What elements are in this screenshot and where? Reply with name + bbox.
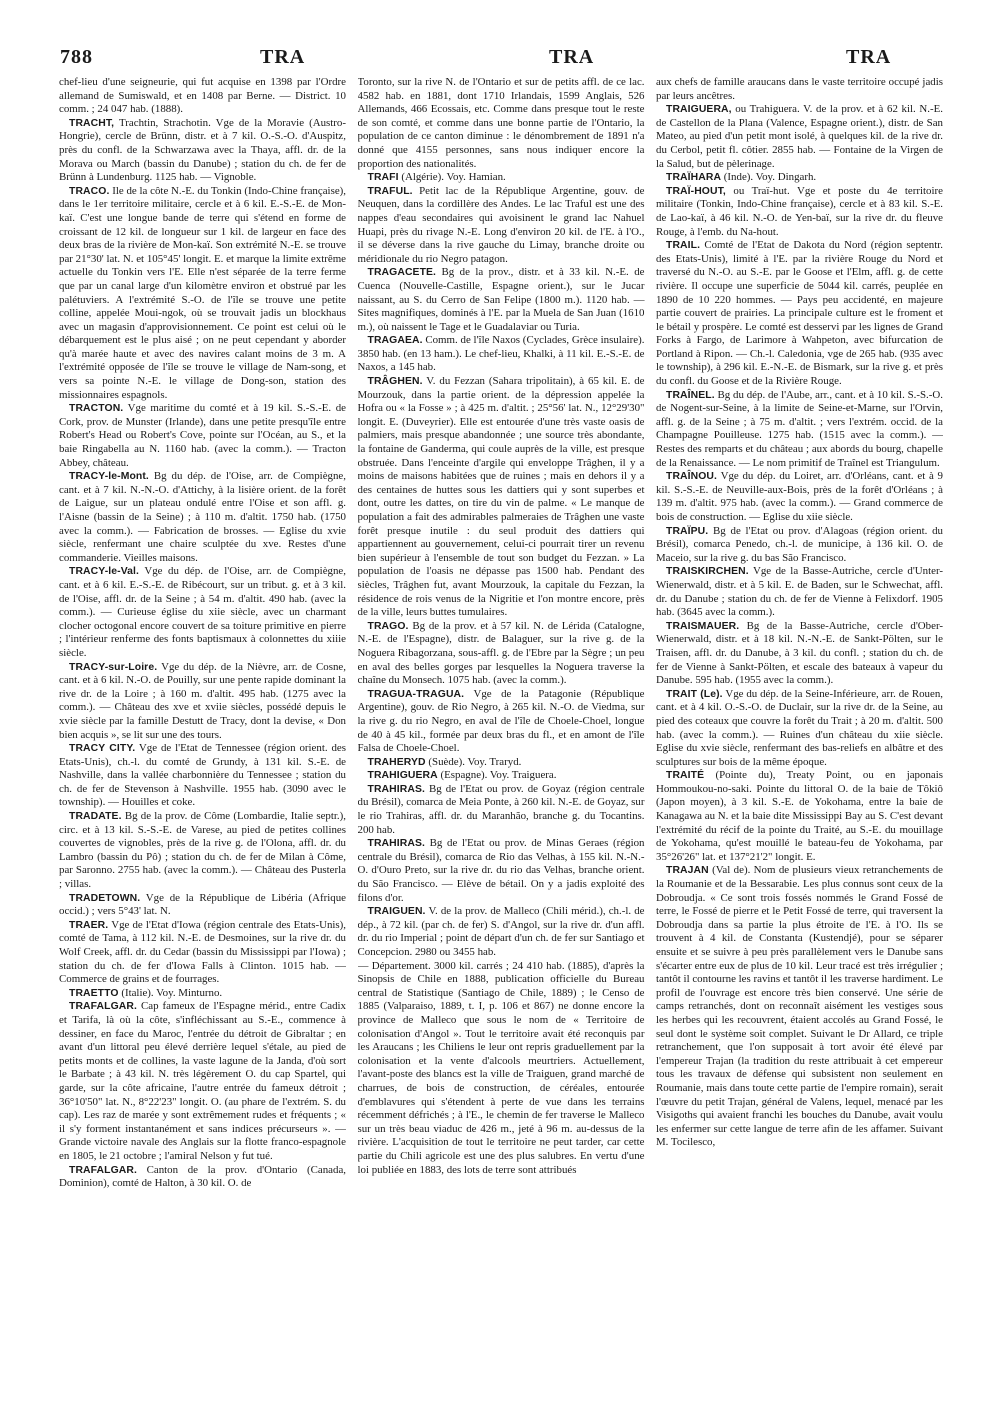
entry-text: (Espagne). Voy. Traiguera. [440, 769, 557, 782]
entry-headword: TRAGACETE. [367, 267, 437, 279]
dictionary-entry [59, 76, 346, 117]
entry-headword: TRAHIRAS. [367, 838, 425, 850]
dictionary-entry [656, 769, 943, 864]
dictionary-entry [358, 837, 645, 905]
dictionary-entry [656, 185, 943, 239]
entry-headword: TRADETOWN. [69, 892, 141, 904]
dictionary-entry [358, 76, 645, 171]
entry-headword: TRAIGUERA, [666, 104, 732, 116]
entry-text: Bg de la prov., distr. et à 33 kil. N.-E. de Cuenca (Nouvelle-Castille, Espagne orient.), sur le Jucar naissant, au S. du Cerro de San Felipe (1800 m.). 1120 hab. — Sites magnifiques, dominés à l'E. par la Muela de San Juan (1610 m.), où naissent le Tage et le Guadalaviar ou Turia. [357, 266, 645, 333]
entry-text: Bg de l'Etat ou prov. d'Alagoas (région orient. du Brésil), comarca Penedo, ch.-l. de municipe, à 136 kil. O. de Maceio, sur la rive g. du bas São Francisco. [656, 524, 943, 564]
entry-headword: TRAGAEA. [367, 335, 423, 347]
entry-text: Petit lac de la République Argentine, gouv. de Neuquen, dans la cordillère des Andes. Le lac Traful est une des nappes d'eau secondaires qui avoisinent le grand lac Nahuel Huapi, près du rivage N.-E. Long d'environ 20 kil. de l'E. à l'O., il se déverse dans la rive gauche du Limay, branche droite ou méridionale du rio Negro patagon. [357, 184, 645, 265]
entry-text: Vge de la Patagonie (République Argentine), gouv. de Rio Negro, à 265 kil. N.-O. de Viedma, sur la rive g. du rio Negro, en aval de l'île de Choele-Choel, longue de 40 à 45 kil., formée par deux bras du fl., et en amont de l'île Falsa de Choele-Choel. [357, 687, 645, 755]
page-number: 788 [60, 46, 93, 68]
entry-text: Ile de la côte N.-E. du Tonkin (Indo-Chine française), dans le 1er territoire militaire, cercle et à 6 kil. E.-S.-E. de Mon-kaï. C'est une longue bande de terre qui s'étend en forme de croissant de 12 kil. de longueur sur 1 kil. de largeur en face des deux bras de la rivière de Mon-kaï. Son extrémité N.-E. se trouve par 21°30' lat. N. et 105°45' longit. E. et marque la limite extrême actuelle du Tonkin vers l'E. Elle n'est séparée de la terre ferme que par un canal large d'un kilomètre environ et obstrué par les palétuviers. A l'extrémité S.-O. de l'île se trouve une petite colline, appelée Moui-ngok, où se trouvait jadis un blockhaus avec un magasin d'approvisionnement. Ce point est celui où le débarquement est le plus aisé ; on ne peut cependant y aborder qu'à marée haute et avec des navires calant moins de 3 m. A l'extrémité opposée de l'île se trouve le village de Nam-song, et vers sa pointe N.-E. le village de Dong-son, station des missionnaires espagnols. [59, 184, 346, 401]
entry-headword: TRAIL. [666, 240, 701, 252]
dictionary-entry [358, 620, 645, 688]
dictionary-entry [59, 742, 346, 810]
entry-headword: TRAJAN [666, 865, 709, 877]
dictionary-entry [656, 389, 943, 471]
entry-text: Bg de la prov. de Côme (Lombardie, Italie septr.), circ. et à 13 kil. S.-S.-E. de Varese, au pied de petites collines couvertes de vignobles, près de la rive g. de l'Olona, affl. dr. du Lambro (bassin du Pô) ; station du ch. de fer de Milan à Côme, par Saronno. 2755 hab. (avec la comm.). — Château des Pusterla ; villas. [59, 810, 346, 891]
entry-headword: TRAÎNEL. [666, 389, 715, 401]
dictionary-entry [358, 756, 645, 770]
entry-headword: TRAETTO [69, 987, 119, 999]
entry-text: Vge du dép. de la Seine-Inférieure, arr. de Rouen, cant. et à 4 kil. O.-S.-O. de Duclair, sur la rive dr. de la Seine, au pied des coteaux que couvre la forêt du Trait ; à 20 m. d'altit. 500 hab. (avec la comm.). — Ruines d'un château du xiie siècle. Eglise du xvie siècle, renfermant des bas-reliefs en albâtre et des sculptures sur bois de la même époque. [656, 687, 943, 768]
entry-text: Vge maritime du comté et à 19 kil. S.-S.-E. de Cork, prov. de Munster (Irlande), dans une petite presqu'île entre Robert's Head ou Robert's Cove, pointe sur l'Océan, au S., et la baie Ringabella au N. 1160 hab. (avec la comm.). — Tracton Abbey, château. [59, 402, 346, 469]
running-head-left: TRA [260, 46, 306, 68]
dictionary-entry [59, 470, 346, 565]
entry-headword: TRAISMAUER. [666, 620, 740, 632]
dictionary-entry [358, 375, 645, 620]
dictionary-entry [59, 919, 346, 987]
entry-text: ou Traï-hut. Vge et poste du 4e territoire militaire (Tonkin, Indo-Chine française), cercle et à 83 kil. S.-E. de Lao-kaï, à 46 kil. N.-O. de Yen-baï, sur la rive dr. du fleuve Rouge, à l'emb. du Na-hout. [656, 184, 943, 238]
dictionary-entry [358, 266, 645, 334]
entry-headword: TRAER. [69, 919, 109, 931]
text-columns [59, 76, 943, 1366]
dictionary-entry [656, 565, 943, 619]
entry-headword: TRAHIGUERA [367, 770, 438, 782]
column-left [59, 76, 346, 1366]
dictionary-entry [358, 171, 645, 185]
entry-text: (Val de). Nom de plusieurs vieux retranchements de la Roumanie et de la Bessarabie. Les plus connus sont ceux de la Dobroudja. « Ce sont trois fossés nommés le Grand Fossé de terre, le Fossé de pierre et le Petit Fossé de terre, qui traversent la Dobroudja dans sa partie la plus étroite de l'E. à l'O. Ils se trouvent à 4 kil. de Constanta (Kustendjé), pour se séparer ensuite et se suivre à peu près parallèlement vers le Danube sans s'écarter entre eux de plus de 10 kil. Leur tracé est très irrégulier ; tantôt il contourne les ravins et tantôt il les traverse hardiment. Le profil de l'ouvrage est encore très bien conservé. Une série de camps retranchés, dont on reconnaît aisément les vestiges sous les herbes qui les recouvrent, étaient accolés au Grand Fossé, le seul dont le système soit complet. Suivant le Dr Allard, ce triple retranchement, que l'on supposait à tort avoir été élevé par l'empereur Trajan (la tradition du reste attribuait à cet empereur tous les travaux de défense qui subsistent non seulement en Roumanie, mais dans toute cette partie de l'empire romain), serait l'œuvre du petit Trajan, général de Valens, lequel, menacé par les Visigoths qui avaient franchi les bouches du Danube, avait voulu les enfermer sur cette langue de terre afin de les affamer. Suivant M. Tocilesco, [656, 864, 943, 1149]
running-head-right: TRA [846, 46, 892, 68]
entry-text: Trachtin, Strachotin. Vge de la Moravie (Austro-Hongrie), cercle de Brünn, distr. et à 7 kil. O.-S.-O. d'Auspitz, près du confl. de la Schwarzawa avec la Thaya, affl. dr. de la Morava ou March (bassin du Danube) ; station du ch. de fer de Brünn à Lundenburg. 1125 hab. — Vignoble. [59, 116, 346, 184]
entry-headword: TRACTON. [69, 403, 124, 415]
entry-headword: TRAÎNOU. [666, 471, 718, 483]
entry-headword: TRAFI [367, 172, 399, 184]
dictionary-entry [656, 525, 943, 566]
entry-headword: TRACO. [69, 185, 110, 197]
entry-headword: TRACY-le-Mont. [69, 471, 149, 483]
dictionary-entry [656, 171, 943, 185]
dictionary-entry [59, 987, 346, 1001]
dictionary-entry [656, 688, 943, 770]
entry-headword: TRAHIRAS. [367, 783, 425, 795]
entry-headword: TRACY CITY. [69, 743, 136, 755]
entry-text: Comté de l'Etat de Dakota du Nord (région septentr. des Etats-Unis), limité à l'E. par la rivière Rouge du Nord et traversé du N.-O. au S.-E. par le Goose et l'Elm, affl. g. de cette rivière. Il occupe une superficie de 5044 kil. carrés, peuplée en 1890 de 10 220 hommes. — Pays peu accidenté, en majeure partie couvert de prairies. La principale culture est le froment et le bétail y prospère. Le comté est desservi par les lignes de Grand Forks à Fargo, de Larimore à Wahpeton, avec bifurcation de Portland à Ripon. — Ch.-l. Caledonia, vge de 265 hab. (935 avec le township), à 296 kil. E.-N.-E. de Bismark, sur la rive g. et près du confl. du Goose et de la Rivière Rouge. [656, 239, 943, 388]
entry-headword: TRAFALGAR. [69, 1164, 137, 1176]
dictionary-entry [358, 334, 645, 375]
entry-headword: TRAHERYD [367, 756, 426, 768]
entry-headword: TRAGUA-TRAGUA. [367, 688, 465, 700]
entry-text: ou Trahiguera. V. de la prov. et à 62 kil. N.-E. de Castellon de la Plana (Valence, Espagne orient.), distr. de San Mateo, au pied d'un petit mont isolé, à quelques kil. de la rive dr. du Cerbol, petit fl. côtier. 2855 hab. — Fontaine de la Virgen de la Salud, but de pèlerinage. [656, 103, 943, 170]
entry-text: Bg de l'Etat ou prov. de Minas Geraes (région centrale du Brésil), comarca de Rio das Velhas, à 155 kil. N.-N.-O. d'Ouro Preto, sur la rive dr. du rio das Velhas, branche orient. du São Francisco. — Elève de bétail. On y a jadis exploité des filons d'or. [357, 837, 645, 904]
entry-text: Bg de la Basse-Autriche, cercle d'Ober-Wienerwald, distr. et à 18 kil. N.-N.-E. de Sankt-Pölten, sur le Traisen, affl. dr. du Danube, à 3 kil. du confl. ; station du ch. de fer de Vienne à Sankt-Pölten, et escale des bateaux à vapeur du Danube. 595 hab. (1955 avec la comm.). [656, 619, 943, 687]
entry-headword: TRAÏPU. [666, 525, 709, 537]
entry-text: Bg de la prov. et à 57 kil. N. de Lérida (Catalogne, N.-E. de l'Espagne), distr. de Balaguer, sur la rive g. de la Noguera Ribagorzana, sous-affl. g. de l'Ebre par la Sègre ; un peu en aval des belles gorges par lesquelles la Noguera traverse la chaîne du Monsech. 1075 hab. (avec la comm.). [357, 619, 645, 687]
dictionary-entry [358, 688, 645, 756]
entry-headword: TRAIT (Le). [666, 688, 723, 700]
entry-text: Vge de l'Etat de Tennessee (région orient. des Etats-Unis), ch.-l. du comté de Grundy, à 131 kil. S.-E. de Nashville, dans la vallée charbonnière du Tennessee ; station du ch. de fer de Stevenson à Nashville. 1955 hab. (3090 avec le township). — Houilles et coke. [59, 742, 346, 809]
dictionary-entry [59, 565, 346, 660]
entry-text: Vge du dép. du Loiret, arr. d'Orléans, cant. et à 9 kil. S.-S.-E. de Neuville-aux-Bois, près de la forêt d'Orléans ; à 139 m. d'altit. 975 hab. (avec la comm.). — Grand commerce de bois de construction. — Eglise du xiie siècle. [656, 470, 943, 523]
entry-headword: TRAFUL. [367, 185, 413, 197]
dictionary-entry [358, 783, 645, 837]
entry-text: V. de la prov. de Malleco (Chili mérid.), ch.-l. de dép., à 72 kil. (par ch. de fer) S. d'Angol, sur la rive dr. d'un affl. dr. du rio Imperial ; point de départ d'un ch. de fer sur Santiago et Concepcion. 2980 ou 3455 hab. [357, 905, 645, 958]
column-middle [358, 76, 645, 1366]
entry-headword: TRADATE. [69, 811, 122, 823]
entry-text: chef-lieu d'une seigneurie, qui fut acquise en 1398 par l'Ordre allemand de Sumiswald, et en 1408 par Berne. — District. 10 comm. ; 24 047 hab. (1888). [59, 76, 346, 116]
dictionary-entry [59, 892, 346, 919]
entry-text: (Inde). Voy. Dingarh. [723, 171, 817, 184]
dictionary-entry [358, 769, 645, 783]
entry-text: Vge de la Basse-Autriche, cercle d'Unter-Wienerwald, distr. et à 5 kil. E. de Baden, sur le Schwechat, affl. dr. du Danube ; station du ch. de fer de Vienne à Felixdorf. 1905 hab. (3645 avec la comm.). [656, 565, 943, 619]
dictionary-entry [59, 661, 346, 743]
entry-text: — Département. 3000 kil. carrés ; 24 410 hab. (1885), d'après la Sinopsis de Chile en 1888, publication officielle du Bureau central de Statistique (Santiago de Chile, 1889) ; le Censo de 1885 (Valparaiso, 1889, t. I, p. 106 et 867) ne donne encore la province de Malleco que sous le nom de « Territoire de colonisation d'Angol ». Tout le territoire avait été reconquis par les Araucans ; les Chiliens le leur ont repris graduellement par la colonisation et la vente d'alcools meurtriers. Actuellement, l'avant-poste des blancs est la ville de Traiguen, grand marché de charrues, de bois de construction, de céréales, entourée d'emblavures qui s'étendent à perte de vue dans les terrains récemment défrichés ; à l'E., le chemin de fer traverse le Malleco sur un très beau viaduc de 426 m., jeté à 96 m. au-dessus de la rivière. L'acquisition de tout le territoire ne peut tarder, car cette partie du Chili agricole est une des plus salubres. En vertu d'une loi publiée en 1883, des lots de terre sont attribués [357, 959, 645, 1176]
entry-text: V. du Fezzan (Sahara tripolitain), à 65 kil. E. de Mourzouk, dans la partie orient. de la dépression appelée la Hofra ou « la Fosse » ; à 425 m. d'altit. ; 25°56' lat. N., 12°29'30" longit. E. (Duveyrier). Elle est entourée d'une très vaste oasis de palmiers, mais presque abandonnée ; une source très abondante, la fontaine de Ganderma, qui coule auprès de la ville, est presque obstruée. Dans l'enceinte d'argile qui enveloppe Trâghen, il y a moins de maisons habitées que de ruines ; mais en dehors il y a des centaines de huttes sous les dattiers qui y sont superbes et dont, outre les dattes, on tire du vin de palme. « Le manque de population a fait des admirables palmeraies de Trâghen une vaste forêt presque inutile : du seul produit des dattiers qui appartiennent au gouvernement, celui-ci pourrait tirer un revenu bien supérieur à l'ensemble de tout son budget du Fezzan. » La population de l'oasis ne dépasse pas 1500 hab. Pendant des siècles, Trâghen fut, avant Mourzouk, la capitale du Fezzan, la résidence de rois venus de la Nigritie et l'on montre encore, près de la ville, leurs buttes tumulaires. [357, 375, 645, 619]
entry-text: Cap fameux de l'Espagne mérid., entre Cadix et Tarifa, là où la côte, s'infléchissant au S.-E., commence à dessiner, en face du Maroc, l'entrée du détroit de Gibraltar ; en avant d'un littoral peu élevé derrière lequel s'étale, au pied de petits monts et de collines, la vaste lagune de la Janda, d'où sort le Barbate ; à 43 kil. N. très légèrement O. du cap Spartel, qui garde, sur la côte africaine, l'autre entrée du fameux détroit ; 36°10'50" lat. N., 8°22'23" longit. O. (au phare de l'extrém. S. du cap). Les raz de marée y sont extrêmement rudes et fréquents ; « il s'y forment instantanément et sans indices précurseurs ». — Grande victoire navale des Anglais sur la flotte franco-espagnole en 1805, le 21 octobre ; l'amiral Nelson y fut tué. [59, 1000, 346, 1162]
running-header [60, 46, 940, 72]
dictionary-entry [59, 185, 346, 403]
entry-headword: TRÂGHEN. [367, 376, 423, 388]
dictionary-entry [656, 239, 943, 389]
dictionary-entry [59, 117, 346, 185]
entry-headword: TRAISKIRCHEN. [666, 566, 749, 578]
entry-headword: TRAFALGAR. [69, 1001, 137, 1013]
entry-text: (Algérie). Voy. Hamian. [401, 171, 506, 184]
entry-headword: TRAGO. [367, 620, 409, 632]
dictionary-entry [656, 620, 943, 688]
entry-text: (Suède). Voy. Traryd. [428, 755, 522, 768]
entry-headword: TRAÏHARA [666, 172, 722, 184]
entry-text: Vge de la République de Libéria (Afrique occid.) ; vers 5°43' lat. N. [59, 891, 346, 918]
entry-headword: TRAÏ-HOUT, [666, 185, 726, 197]
entry-text: Comm. de l'île Naxos (Cyclades, Grèce insulaire). 3850 hab. (en 13 ham.). Le chef-lieu, Khalki, à 11 kil. E.-S.-E. de Naxos, a 145 hab. [357, 334, 645, 374]
dictionary-entry [656, 864, 943, 1149]
entry-text: Vge du dép. de l'Oise, arr. de Compiègne, cant. et à 6 kil. E.-S.-E. de Ribécourt, sur un tribut. g. et à 3 kil. de l'Oise, affl. dr. de la Seine ; à 54 m. d'altit. 490 hab. (avec la comm.). — Curieuse église du xiie siècle, avec un charmant clocher octogonal encore couvert de sa toiture primitive en pierre ; l'intérieur renferme des fonts baptismaux à colonnettes du xiiie siècle. [59, 565, 346, 659]
entry-text: (Pointe du), Treaty Point, ou en japonais Hommoukou-no-saki. Pointe du littoral O. de la baie de Tôkiô (Japon moyen), à 3 kil. S.-E. de Yokohama, entre la baie de Kanagawa au N. et la baie dite Mississippi Bay au S. C'est devant l'extrémité du récif de la pointe du Traité, au S.-E. du mouillage de Yokohama, qu'est mouillé le bateau-feu de Yokohama, par 35°26'26" lat. et 137°21'2" longit. E. [656, 769, 943, 863]
entry-text: aux chefs de famille araucans dans le vaste territoire occupé jadis par leurs ancêtres. [656, 76, 943, 102]
entry-text: Bg de l'Etat ou prov. de Goyaz (région centrale du Brésil), comarca de Meia Ponte, à 260 kil. N.-E. de Goyaz, sur le rio Trahiras, affl. dr. du Maranhão, branche g. du Tocantins. 200 hab. [357, 782, 645, 836]
dictionary-entry [358, 905, 645, 959]
entry-text: Toronto, sur la rive N. de l'Ontario et sur de petits affl. de ce lac. 4582 hab. en 1881, dont 1710 Irlandais, 1599 Anglais, 526 Allemands, 466 Ecossais, etc. Comme dans presque tout le reste de son comté, et comme dans une bonne partie de l'Ontario, la population de ce canton diminue : le dénombrement de 1891 n'a donné que 4155 personnes, sans nous indiquer encore la proportion des nationalités. [357, 76, 645, 170]
entry-headword: TRACY-sur-Loire. [69, 661, 158, 673]
entry-text: Canton de la prov. d'Ontario (Canada, Dominion), comté de Halton, à 30 kil. O. de [59, 1163, 346, 1190]
entry-headword: TRAIGUEN. [367, 906, 426, 918]
dictionary-entry [59, 810, 346, 892]
column-right [656, 76, 943, 1366]
entry-headword: TRAITÉ [666, 770, 705, 782]
entry-text: Vge de l'Etat d'Iowa (région centrale des Etats-Unis), comté de Tama, à 112 kil. N.-E. de Desmoines, sur la rive dr. du Wolf Creek, affl. dr. du Cedar (bassin du Mississippi par l'Iowa) ; station du ch. de fer d'Iowa Falls à Clinton. 1015 hab. — Commerce de grains et de fourrages. [59, 918, 346, 986]
entry-text: (Italie). Voy. Minturno. [121, 986, 223, 999]
entry-text: Vge du dép. de la Nièvre, arr. de Cosne, cant. et à 6 kil. N.-O. de Pouilly, sur une pente rapide dominant la rive dr. de la Loire ; à 160 m. d'altit. 495 hab. (1275 avec la comm.). — Château des xve et xviie siècles, possédé depuis le xvie siècle par la famille Destutt de Tracy, dont la devise, « Don bien acquis », se lit sur une des tours. [59, 660, 346, 741]
dictionary-entry [358, 960, 645, 1178]
dictionary-entry [59, 1164, 346, 1191]
dictionary-entry [656, 76, 943, 103]
entry-headword: TRACY-le-Val. [69, 566, 140, 578]
dictionary-entry [656, 103, 943, 171]
entry-text: Bg du dép. de l'Oise, arr. de Compiègne, cant. et à 7 kil. N.-N.-O. d'Attichy, à la lisière orient. de la forêt de Laigue, sur un plateau ondulé entre l'Oise et son affl. g. l'Aisne (bassin de la Seine) ; à 110 m. d'altit. 1750 hab. (1750 avec la comm.). — Fabrication de brosses. — Eglise du xvie siècle, renfermant une chaire sculptée du xve. Restes d'une commanderie. Vieilles maisons. [59, 470, 346, 564]
dictionary-entry [358, 185, 645, 267]
entry-headword: TRACHT, [69, 117, 115, 129]
running-head-center: TRA [549, 46, 595, 68]
dictionary-entry [656, 470, 943, 524]
entry-text: Bg du dép. de l'Aube, arr., cant. et à 10 kil. S.-S.-O. de Nogent-sur-Seine, à la limite de Seine-et-Marne, sur l'Orvin, affl. g. de la Seine ; à 75 m. d'altit. ; vers l'extrém. occid. de la Champagne Pouilleuse. 1275 hab. (1515 avec la comm.). — Restes des remparts et du château ; aux abords du bourg, chapelle de la Renaissance. — Le nom primitif de Traînel est Triangulum. [656, 388, 943, 469]
dictionary-entry [59, 1000, 346, 1163]
dictionary-entry [59, 402, 346, 470]
